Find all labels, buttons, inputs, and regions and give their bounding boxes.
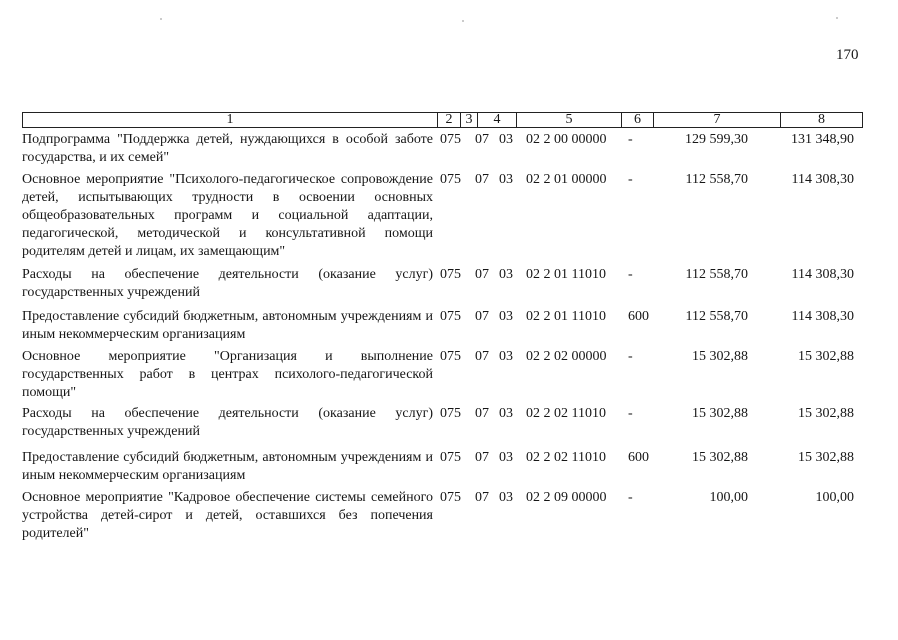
col-csr: 02 2 01 11010 xyxy=(526,267,606,282)
table-row xyxy=(0,489,898,543)
col-value-7: 15 302,88 xyxy=(692,406,748,421)
row-description: Предоставление субсидий бюджетным, автономным учреждениям и иным некоммерческим организациям xyxy=(22,450,433,483)
col-value-8: 131 348,90 xyxy=(791,132,854,147)
col-pr: 03 xyxy=(499,490,513,505)
col-value-8: 15 302,88 xyxy=(798,406,854,421)
col-pr: 03 xyxy=(499,267,513,282)
col-ved: 075 xyxy=(440,309,461,324)
col-value-8: 100,00 xyxy=(815,490,854,505)
col-rz: 07 xyxy=(475,172,489,187)
col-ved: 075 xyxy=(440,132,461,147)
col-vr: - xyxy=(628,349,633,364)
scan-speck xyxy=(462,20,464,22)
col-vr: - xyxy=(628,132,633,147)
col-value-8: 114 308,30 xyxy=(791,267,854,282)
header-col-6: 6 xyxy=(621,112,654,128)
col-pr: 03 xyxy=(499,172,513,187)
row-description: Расходы на обеспечение деятельности (оказание услуг) государственных учреждений xyxy=(22,406,433,439)
header-col-5: 5 xyxy=(516,112,622,128)
col-vr: - xyxy=(628,172,633,187)
header-col-7: 7 xyxy=(653,112,781,128)
col-pr: 03 xyxy=(499,406,513,421)
col-value-7: 112 558,70 xyxy=(685,267,748,282)
table-row xyxy=(0,171,898,261)
col-csr: 02 2 02 00000 xyxy=(526,349,607,364)
row-description: Расходы на обеспечение деятельности (оказание услуг) государственных учреждений xyxy=(22,267,433,300)
col-ved: 075 xyxy=(440,450,461,465)
header-col-3: 3 xyxy=(460,112,478,128)
col-vr: - xyxy=(628,267,633,282)
col-value-7: 129 599,30 xyxy=(685,132,748,147)
table-row xyxy=(0,405,898,441)
header-col-4: 4 xyxy=(477,112,517,128)
col-rz: 07 xyxy=(475,490,489,505)
row-description: Подпрограмма "Поддержка детей, нуждающихся в особой заботе государства, и их семей" xyxy=(22,132,433,165)
col-ved: 075 xyxy=(440,172,461,187)
col-value-8: 15 302,88 xyxy=(798,450,854,465)
col-vr: - xyxy=(628,490,633,505)
page-number: 170 xyxy=(836,47,859,63)
table-row xyxy=(0,348,898,402)
col-csr: 02 2 01 00000 xyxy=(526,172,607,187)
col-pr: 03 xyxy=(499,309,513,324)
col-value-7: 112 558,70 xyxy=(685,172,748,187)
row-description: Основное мероприятие "Кадровое обеспечение системы семейного устройства детей-сирот и детей, оставшихся без попечения родителей" xyxy=(22,490,433,541)
col-value-7: 100,00 xyxy=(709,490,748,505)
col-vr: 600 xyxy=(628,450,649,465)
col-csr: 02 2 00 00000 xyxy=(526,132,607,147)
scan-speck xyxy=(836,17,838,19)
col-value-8: 114 308,30 xyxy=(791,309,854,324)
table-header xyxy=(22,112,863,128)
col-rz: 07 xyxy=(475,132,489,147)
header-col-8: 8 xyxy=(780,112,863,128)
header-col-2: 2 xyxy=(437,112,461,128)
col-value-8: 15 302,88 xyxy=(798,349,854,364)
col-ved: 075 xyxy=(440,406,461,421)
col-vr: 600 xyxy=(628,309,649,324)
col-csr: 02 2 02 11010 xyxy=(526,406,606,421)
row-description: Предоставление субсидий бюджетным, автономным учреждениям и иным некоммерческим организациям xyxy=(22,309,433,342)
col-rz: 07 xyxy=(475,450,489,465)
table-row xyxy=(0,266,898,302)
scan-speck xyxy=(160,18,162,20)
header-col-1: 1 xyxy=(22,112,438,128)
col-rz: 07 xyxy=(475,406,489,421)
col-pr: 03 xyxy=(499,349,513,364)
row-description: Основное мероприятие "Психолого-педагогическое сопровождение детей, испытывающих трудности в освоении основных общеобразовательных программ и социальной адаптации, педагогической, методической и консультативной помощи родителям детей и лицам, их замещающим" xyxy=(22,172,433,259)
col-vr: - xyxy=(628,406,633,421)
col-csr: 02 2 09 00000 xyxy=(526,490,607,505)
col-rz: 07 xyxy=(475,267,489,282)
col-ved: 075 xyxy=(440,490,461,505)
col-csr: 02 2 02 11010 xyxy=(526,450,606,465)
col-ved: 075 xyxy=(440,267,461,282)
table-row xyxy=(0,131,898,167)
col-pr: 03 xyxy=(499,450,513,465)
col-value-7: 15 302,88 xyxy=(692,450,748,465)
col-rz: 07 xyxy=(475,349,489,364)
col-value-7: 15 302,88 xyxy=(692,349,748,364)
col-value-8: 114 308,30 xyxy=(791,172,854,187)
col-ved: 075 xyxy=(440,349,461,364)
col-csr: 02 2 01 11010 xyxy=(526,309,606,324)
col-pr: 03 xyxy=(499,132,513,147)
col-value-7: 112 558,70 xyxy=(685,309,748,324)
col-rz: 07 xyxy=(475,309,489,324)
table-row xyxy=(0,449,898,485)
table-row xyxy=(0,308,898,344)
row-description: Основное мероприятие "Организация и выполнение государственных работ в центрах психолого-педагогической помощи" xyxy=(22,349,433,400)
